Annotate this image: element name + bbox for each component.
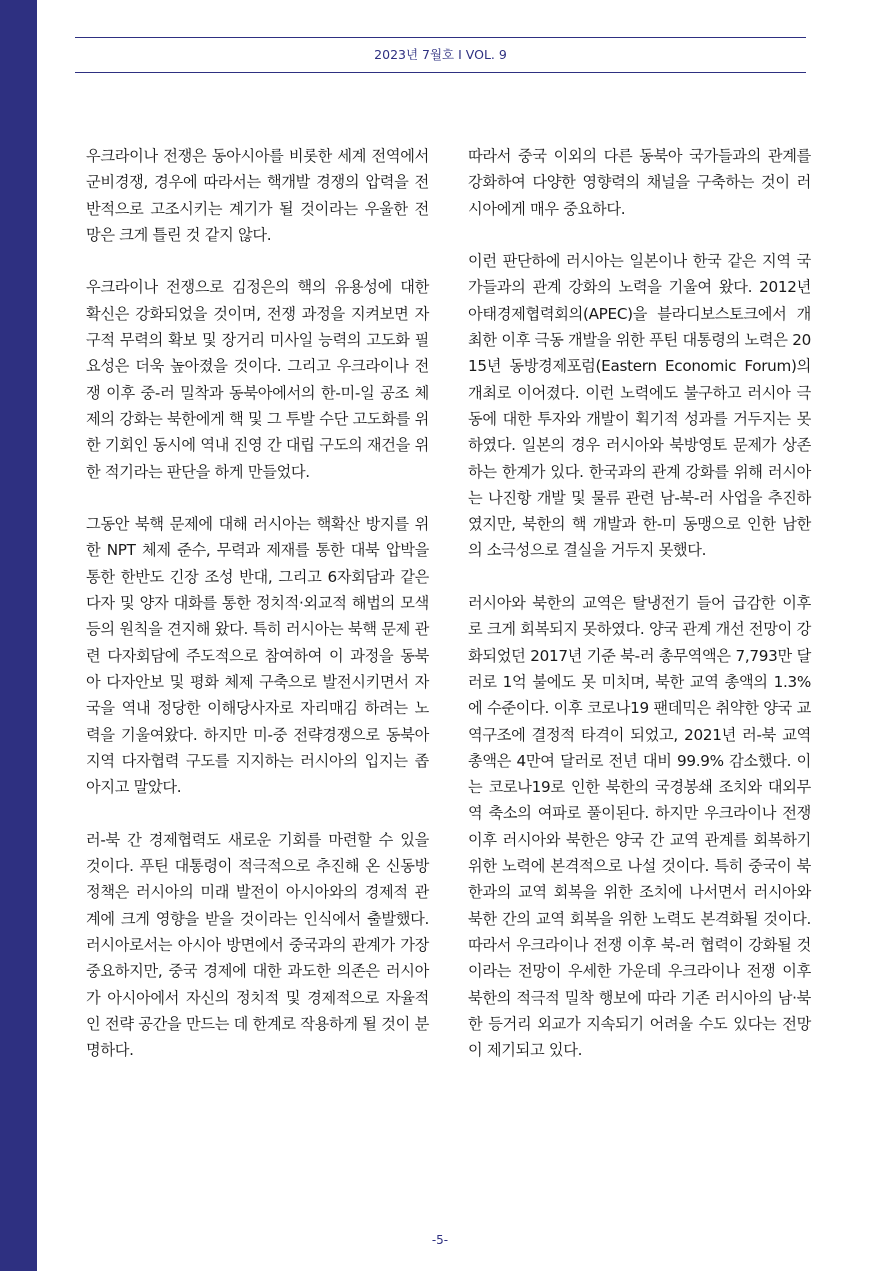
header-top-rule [75, 37, 806, 38]
page-number: -5- [431, 1233, 449, 1247]
paragraph: 따라서 중국 이외의 다른 동북아 국가들과의 관계를 강화하여 다양한 영향력의 채널을 구축하는 것이 러시아에게 매우 중요하다. [468, 147, 811, 218]
right-column [468, 143, 811, 1090]
left-column [86, 143, 429, 1090]
paragraph: 러시아와 북한의 교역은 탈냉전기 들어 급감한 이후로 크게 회복되지 못하였다. 양국 관계 개선 전망이 강화되었던 2017년 기준 북-러 총무역액은 7,793만 달러로 1억 불에도 못 미치며, 북한 교역 총액의 1.3%에 수준이다. 이후 코로나19 팬데믹은 취약한 양국 교역구조에 결정적 타격이 되었고, 2021년 러-북 교역 총액은 4만여 달러로 전년 대비 99.9% 감소했다. 이는 코로나19로 인한 북한의 국경봉쇄 조치와 대외무역 축소의 여파로 풀이된다. 하지만 우크라이나 전쟁 이후 러시아와 북한은 양국 간 교역 관계를 회복하기 위한 노력에 본격적으로 나설 것이다. 특히 중국이 북한과의 교역 회복을 위한 조치에 나서면서 러시아와 북한 간의 교역 회복을 위한 노력도 본격화될 것이다. 따라서 우크라이나 전쟁 이후 북-러 협력이 강화될 것이라는 전망이 우세한 가운데 우크라이나 전쟁 이후 북한의 적극적 밀착 행보에 따라 기존 러시아의 남·북한 등거리 외교가 지속되기 어려울 수도 있다는 전망이 제기되고 있다. [468, 594, 811, 1060]
paragraph: 그동안 북핵 문제에 대해 러시아는 핵확산 방지를 위한 NPT 체제 준수, 무력과 제재를 통한 대북 압박을 통한 한반도 긴장 조성 반대, 그리고 6자회담과 같은 다자 및 양자 대화를 통한 정치적·외교적 해법의 모색 등의 원칙을 견지해 왔다. 특히 러시아는 북핵 문제 관련 다자회담에 주도적으로 참여하여 이 과정을 동북아 다자안보 및 평화 체제 구축으로 발전시키면서 자국을 역내 정당한 이해당사자로 자리매김 하려는 노력을 기울여왔다. 하지만 미-중 전략경쟁으로 동북아 지역 다자협력 구도를 지지하는 러시아의 입지는 좁아지고 말았다. [86, 515, 429, 797]
sidebar-band [0, 0, 37, 1271]
paragraph: 우크라이나 전쟁으로 김정은의 핵의 유용성에 대한 확신은 강화되었을 것이며, 전쟁 과정을 지켜보면 자구적 무력의 확보 및 장거리 미사일 능력의 고도화 필요성은 더욱 높아졌을 것이다. 그리고 우크라이나 전쟁 이후 중-러 밀착과 동북아에서의 한-미-일 공조 체제의 강화는 북한에게 핵 및 그 투발 수단 고도화를 위한 기회인 동시에 역내 진영 간 대립 구도의 재건을 위한 적기라는 판단을 하게 만들었다. [86, 278, 429, 481]
paragraph: 이런 판단하에 러시아는 일본이나 한국 같은 지역 국가들과의 관계 강화의 노력을 기울여 왔다. 2012년 아태경제협력회의(APEC)을 블라디보스토크에서 개최한 이후 극동 개발을 위한 푸틴 대통령의 노력은 2015년 동방경제포럼(Eastern Economic Forum)의 개최로 이어졌다. 이런 노력에도 불구하고 러시아 극동에 대한 투자와 개발이 획기적 성과를 거두지는 못하였다. 일본의 경우 러시아와 북방영토 문제가 상존하는 한계가 있다. 한국과의 관계 강화를 위해 러시아는 나진항 개발 및 물류 관련 남-북-러 사업을 추진하였지만, 북한의 핵 개발과 한-미 동맹으로 인한 남한의 소극성으로 결실을 거두지 못했다. [468, 252, 811, 560]
header-bottom-rule [75, 72, 806, 73]
issue-label: 2023년 7월호 I VOL. 9 [374, 47, 507, 62]
paragraph: 우크라이나 전쟁은 동아시아를 비롯한 세계 전역에서 군비경쟁, 경우에 따라서는 핵개발 경쟁의 압력을 전반적으로 고조시키는 계기가 될 것이라는 우울한 전망은 크게 틀린 것 같지 않다. [86, 147, 429, 244]
paragraph: 러-북 간 경제협력도 새로운 기회를 마련할 수 있을 것이다. 푸틴 대통령이 적극적으로 추진해 온 신동방정책은 러시아의 미래 발전이 아시아와의 경제적 관계에 크게 영향을 받을 것이라는 인식에서 출발했다. 러시아로서는 아시아 방면에서 중국과의 관계가 가장 중요하지만, 중국 경제에 대한 과도한 의존은 러시아가 아시아에서 자신의 정치적 및 경제적으로 자율적인 전략 공간을 만드는 데 한계로 작용하게 될 것이 분명하다. [86, 830, 429, 1060]
